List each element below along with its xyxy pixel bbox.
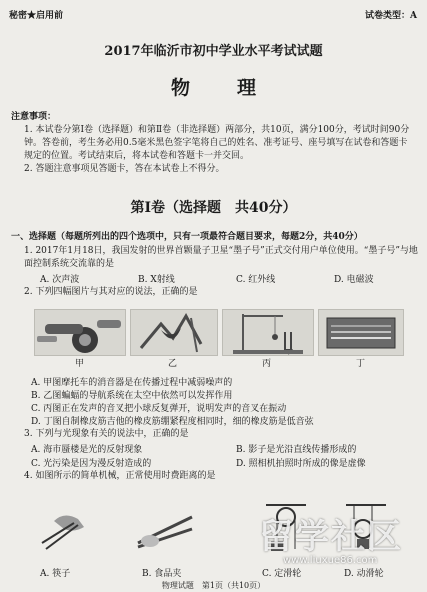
q1-option-b: B. X射线 bbox=[138, 275, 175, 285]
watermark-url: www.liuxue86.com bbox=[283, 555, 378, 566]
q1-option-d: D. 电磁波 bbox=[334, 275, 374, 285]
q4-option-c: C. 定滑轮 bbox=[262, 569, 302, 579]
q4-stem: 4. 如图所示的简单机械，正常使用时费距离的是 bbox=[24, 471, 216, 481]
q2-option-a: A. 甲图摩托车的消音器是在传播过程中减弱噪声的 bbox=[31, 378, 233, 388]
tuning-fork-image bbox=[222, 309, 314, 356]
food-tongs-image bbox=[132, 503, 202, 553]
image-label-bing: 丙 bbox=[262, 359, 272, 369]
q2-option-d: D. 丁图自制橡皮筋吉他的橡皮筋绷紧程度相同时，细的橡皮筋是低音弦 bbox=[31, 417, 314, 427]
exam-title: 2017年临沂市初中学业水平考试试题 bbox=[104, 44, 323, 59]
notes-heading: 注意事项： bbox=[11, 112, 57, 122]
q2-option-b: B. 乙图蝙蝠的导航系统在太空中依然可以发挥作用 bbox=[31, 391, 233, 401]
q3-option-c: C. 光污染是因为漫反射造成的 bbox=[31, 459, 152, 469]
part-instruction: 一、选择题（每题所列出的四个选项中，只有一项最符合题目要求，每题2分，共40分） bbox=[11, 232, 363, 242]
watermark bbox=[253, 505, 425, 585]
q3-option-a: A. 海市蜃楼是光的反射现象 bbox=[31, 445, 143, 455]
page-footer: 物理试题 第1页（共10页） bbox=[161, 581, 266, 590]
image-label-jia: 甲 bbox=[75, 359, 85, 369]
note-2: 2. 答题注意事项见答题卡，答在本试卷上不得分。 bbox=[24, 164, 225, 174]
subject-title: 物 理 bbox=[170, 77, 270, 99]
section-title: 第Ⅰ卷（选择题 共40分） bbox=[130, 200, 297, 216]
q2-stem: 2. 下列四幅图片与其对应的说法，正确的是 bbox=[24, 287, 198, 297]
bat-image bbox=[130, 309, 218, 356]
chopsticks-image bbox=[34, 503, 110, 553]
q4-option-a: A. 筷子 bbox=[40, 569, 71, 579]
q3-option-d: D. 照相机拍照时所成的像是虚像 bbox=[236, 459, 366, 469]
q1-option-a: A. 次声波 bbox=[40, 275, 80, 285]
q1-option-c: C. 红外线 bbox=[236, 275, 276, 285]
paper-type-label: 试卷类型：A bbox=[365, 11, 417, 21]
q3-option-b: B. 影子是光沿直线传播形成的 bbox=[236, 445, 357, 455]
secret-label: 秘密★启用前 bbox=[9, 11, 64, 21]
q3-stem: 3. 下列与光现象有关的说法中，正确的是 bbox=[24, 429, 189, 439]
motorcycle-image bbox=[34, 309, 126, 356]
rubber-band-guitar-image bbox=[318, 309, 404, 356]
q4-option-d: D. 动滑轮 bbox=[344, 569, 384, 579]
image-label-yi: 乙 bbox=[168, 359, 178, 369]
q4-option-b: B. 食品夹 bbox=[142, 569, 182, 579]
q1-stem: 1. 2017年1月18日，我国发射的世界首颗量子卫星“墨子号”正式交付用户单位使用。“墨子号”与地面控制系统交流靠的是 bbox=[24, 246, 418, 269]
q2-option-c: C. 丙图正在发声的音叉把小球反复弹开，说明发声的音叉在振动 bbox=[31, 404, 287, 414]
watermark-logo-text: 留学社区 bbox=[259, 517, 403, 557]
image-label-ding: 丁 bbox=[356, 359, 366, 369]
note-1: 1. 本试卷分第Ⅰ卷（选择题）和第Ⅱ卷（非选择题）两部分，共10页，满分100分，考试时间90分钟。答卷前，考生务必用0.5毫米黑色签字笔将自己的姓名、准考证号、座号填写在试卷和答题卡规定的位置。考试结束后，将本试卷和答题卡一并交回。 bbox=[24, 125, 410, 161]
